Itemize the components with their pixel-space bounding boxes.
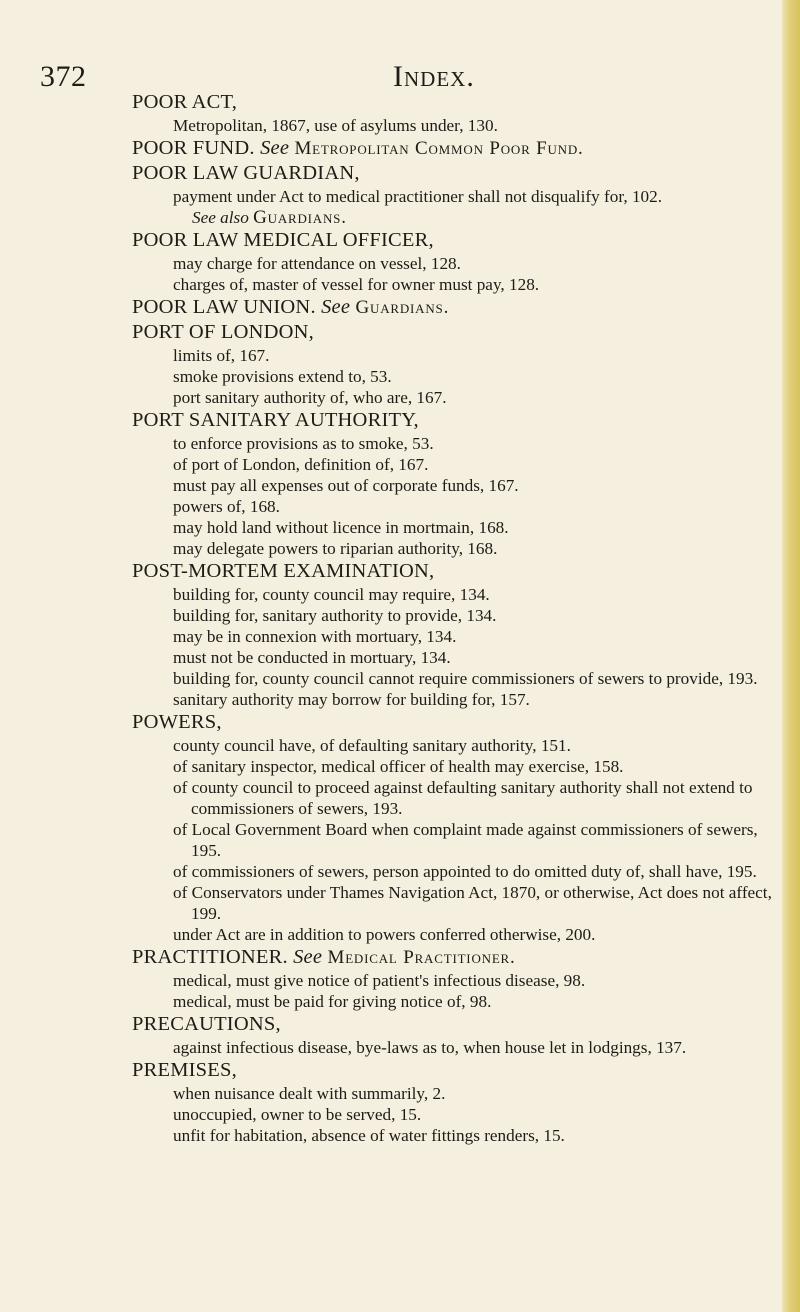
see-also-line <box>132 207 772 228</box>
page-header <box>0 40 800 93</box>
entry-subentry: must pay all expenses out of corporate funds, 167. <box>173 476 519 495</box>
entry-heading: PORT OF LONDON, <box>132 321 314 343</box>
index-entry <box>132 295 772 320</box>
entry-subentry: smoke provisions extend to, 53. <box>173 367 392 386</box>
entry-subentry: unoccupied, owner to be served, 15. <box>173 1105 422 1124</box>
entry-subentry: of sanitary inspector, medical officer of health may exercise, 158. <box>173 757 624 776</box>
index-entry <box>132 1012 772 1058</box>
heading-text: PRACTITIONER. <box>132 946 288 968</box>
index-entry <box>132 1058 772 1146</box>
see-also-target: Guardians. <box>253 207 347 228</box>
entry-subentry: unfit for habitation, absence of water fittings renders, 15. <box>173 1126 565 1145</box>
entry-subentry: medical, must be paid for giving notice of, 98. <box>173 992 492 1011</box>
entry-subentry: of port of London, definition of, 167. <box>173 455 429 474</box>
entry-heading: POOR LAW GUARDIAN, <box>132 162 360 184</box>
entry-heading <box>132 945 772 970</box>
index-entry <box>132 945 772 1012</box>
index-entry <box>132 161 772 228</box>
see-also-label: See also <box>192 208 249 227</box>
entry-subentry: limits of, 167. <box>173 346 270 365</box>
entry-heading: POST-MORTEM EXAMINATION, <box>132 560 435 582</box>
entry-subentry: sanitary authority may borrow for building for, 157. <box>173 690 530 709</box>
entry-subentry: to enforce provisions as to smoke, 53. <box>173 434 434 453</box>
index-entry <box>132 90 772 136</box>
heading-text: POOR FUND. <box>132 137 255 159</box>
entry-subentry: Metropolitan, 1867, use of asylums under, 130. <box>173 116 498 135</box>
entry-subentry: against infectious disease, bye-laws as to, when house let in lodgings, 137. <box>173 1038 687 1057</box>
entry-subentry: payment under Act to medical practitioner shall not disqualify for, 102. <box>173 187 663 206</box>
entry-subentry: may hold land without licence in mortmain, 168. <box>173 518 509 537</box>
see-target: Metropolitan Common Poor Fund. <box>294 138 584 159</box>
see-target: Guardians. <box>355 297 450 318</box>
entry-subentry: under Act are in addition to powers conferred otherwise, 200. <box>173 925 596 944</box>
entry-subentry: port sanitary authority of, who are, 167. <box>173 388 447 407</box>
entry-subentry: of Local Government Board when complaint made against commissioners of sewers, 195. <box>173 820 758 860</box>
entry-subentry: of commissioners of sewers, person appointed to do omitted duty of, shall have, 195. <box>173 862 757 881</box>
heading-text: POOR LAW UNION. <box>132 296 316 318</box>
index-entry <box>132 710 772 945</box>
entry-subentry: building for, county council may require, 134. <box>173 585 490 604</box>
page-edge <box>782 0 800 1312</box>
index-entry <box>132 559 772 710</box>
index-entry <box>132 136 772 161</box>
entry-heading: POOR LAW MEDICAL OFFICER, <box>132 229 434 251</box>
page-number: 372 <box>40 60 87 93</box>
entry-subentry: medical, must give notice of patient's infectious disease, 98. <box>173 971 586 990</box>
entry-subentry: must not be conducted in mortuary, 134. <box>173 648 451 667</box>
see-target: Medical Practitioner. <box>327 947 516 968</box>
entry-subentry: may delegate powers to riparian authority, 168. <box>173 539 498 558</box>
entry-subentry: building for, county council cannot require commissioners of sewers to provide, 193. <box>173 669 758 688</box>
entry-heading: PREMISES, <box>132 1059 237 1081</box>
index-entry <box>132 408 772 559</box>
entry-subentry: may be in connexion with mortuary, 134. <box>173 627 457 646</box>
index-entry <box>132 320 772 408</box>
entry-subentry: of Conservators under Thames Navigation Act, 1870, or otherwise, Act does not affect, 199. <box>173 883 772 923</box>
see-label: See <box>293 946 323 968</box>
entry-subentry: charges of, master of vessel for owner must pay, 128. <box>173 275 540 294</box>
see-label: See <box>321 296 351 318</box>
entry-heading: PORT SANITARY AUTHORITY, <box>132 409 419 431</box>
entry-heading <box>132 295 772 320</box>
entry-subentry: county council have, of defaulting sanitary authority, 151. <box>173 736 571 755</box>
see-label: See <box>260 137 290 159</box>
running-title: Index. <box>393 60 475 93</box>
entry-heading: PRECAUTIONS, <box>132 1013 281 1035</box>
entry-subentry: of county council to proceed against defaulting sanitary authority shall not extend to commissioners of sewers, 193. <box>173 778 753 818</box>
entry-subentry: powers of, 168. <box>173 497 280 516</box>
entry-subentry: may charge for attendance on vessel, 128. <box>173 254 461 273</box>
index-content <box>132 90 772 1146</box>
entry-heading: POWERS, <box>132 711 222 733</box>
entry-subentry: building for, sanitary authority to provide, 134. <box>173 606 497 625</box>
entry-subentry: when nuisance dealt with summarily, 2. <box>173 1084 446 1103</box>
index-entry <box>132 228 772 295</box>
entry-heading <box>132 136 772 161</box>
entry-heading: POOR ACT, <box>132 91 238 113</box>
